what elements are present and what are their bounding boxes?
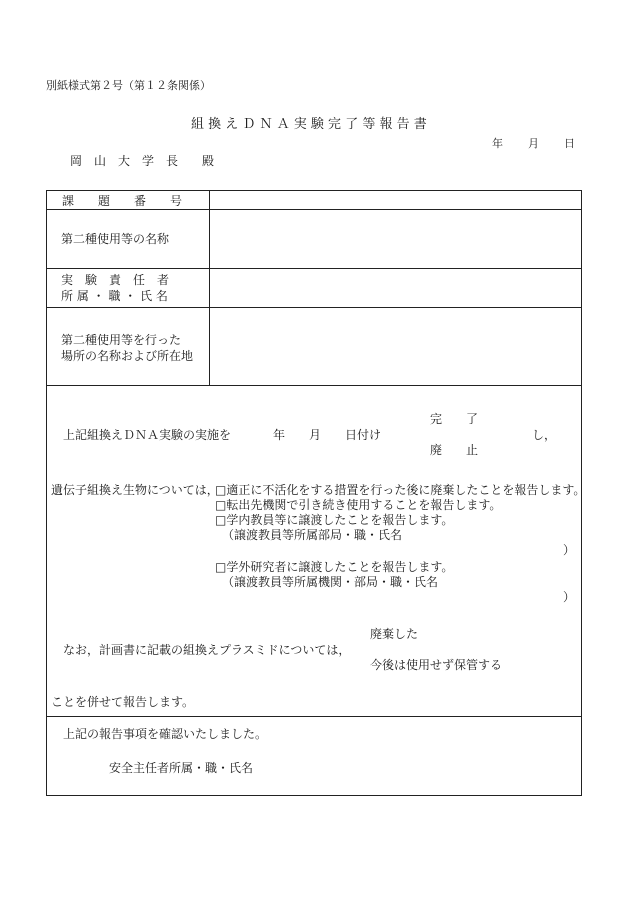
completion-dated-label: 日付け xyxy=(345,428,382,442)
completion-suffix: し， xyxy=(532,428,557,442)
organism-option-internal-transfer[interactable]: □学内教員等に譲渡したことを報告します。 xyxy=(215,513,454,527)
label-location-line1: 第二種使用等を行った xyxy=(61,333,182,347)
organism-intro: 遺伝子組換え生物については， xyxy=(51,483,219,497)
organism-option-external-transfer[interactable]: □学外研究者に譲渡したことを報告します。 xyxy=(215,560,454,574)
organism-option-inactivated[interactable]: □適正に不活化をする措置を行った後に廃棄したことを報告します。 xyxy=(215,483,586,497)
location-field[interactable] xyxy=(210,308,581,385)
completion-prefix: 上記組換えＤＮＡ実験の実施を xyxy=(63,428,232,442)
director-field[interactable] xyxy=(210,269,581,307)
label-director-line2: 所 属 ・ 職 ・ 氏 名 xyxy=(61,289,168,303)
closing-statement: ことを併せて報告します。 xyxy=(51,695,195,709)
type2-use-name-field[interactable] xyxy=(210,210,581,268)
confirmation-text: 上記の報告事項を確認いたしました。 xyxy=(63,727,268,741)
safety-officer-label: 安全主任者所属・職・氏名 xyxy=(109,761,254,775)
internal-transfer-detail: （譲渡教員等所属部局・職・氏名 xyxy=(222,528,403,542)
date-day-label: 日 xyxy=(564,137,575,150)
external-transfer-detail: （譲渡教員等所属機関・部局・職・氏名 xyxy=(222,575,439,589)
plasmid-option-discarded: 廃棄した xyxy=(370,627,419,641)
report-form xyxy=(46,190,586,796)
document-title: 組 換 え Ｄ Ｎ Ａ 実 験 完 了 等 報 告 書 xyxy=(191,117,427,132)
option-complete: 完 了 xyxy=(430,412,479,426)
row-divider xyxy=(47,716,581,717)
label-location-line2: 場所の名称および所在地 xyxy=(61,349,194,363)
plasmid-intro: なお，計画書に記載の組換えプラスミドについては， xyxy=(63,643,351,657)
date-month-label: 月 xyxy=(528,137,539,150)
addressee: 岡 山 大 学 長 殿 xyxy=(70,154,215,168)
plasmid-option-stored: 今後は使用せず保管する xyxy=(370,658,503,672)
label-type2-use-name: 第二種使用等の名称 xyxy=(61,232,170,246)
row-divider xyxy=(47,385,581,386)
safety-officer-field[interactable] xyxy=(257,756,567,780)
organism-option-transferred[interactable]: □転出先機関で引き続き使用することを報告します。 xyxy=(215,498,502,512)
internal-transfer-close: ） xyxy=(563,543,576,557)
external-transfer-close: ） xyxy=(563,590,576,604)
option-abolish: 廃 止 xyxy=(430,443,479,457)
subject-number-field[interactable] xyxy=(210,191,581,209)
label-subject-number: 課 題 番 号 xyxy=(62,194,183,208)
form-number: 別紙様式第２号（第１２条関係） xyxy=(46,79,211,92)
date-year-label: 年 xyxy=(492,137,503,150)
completion-month-label: 月 xyxy=(309,428,322,442)
completion-year-label: 年 xyxy=(273,428,286,442)
label-director-line1: 実 験 責 任 者 xyxy=(61,273,170,287)
